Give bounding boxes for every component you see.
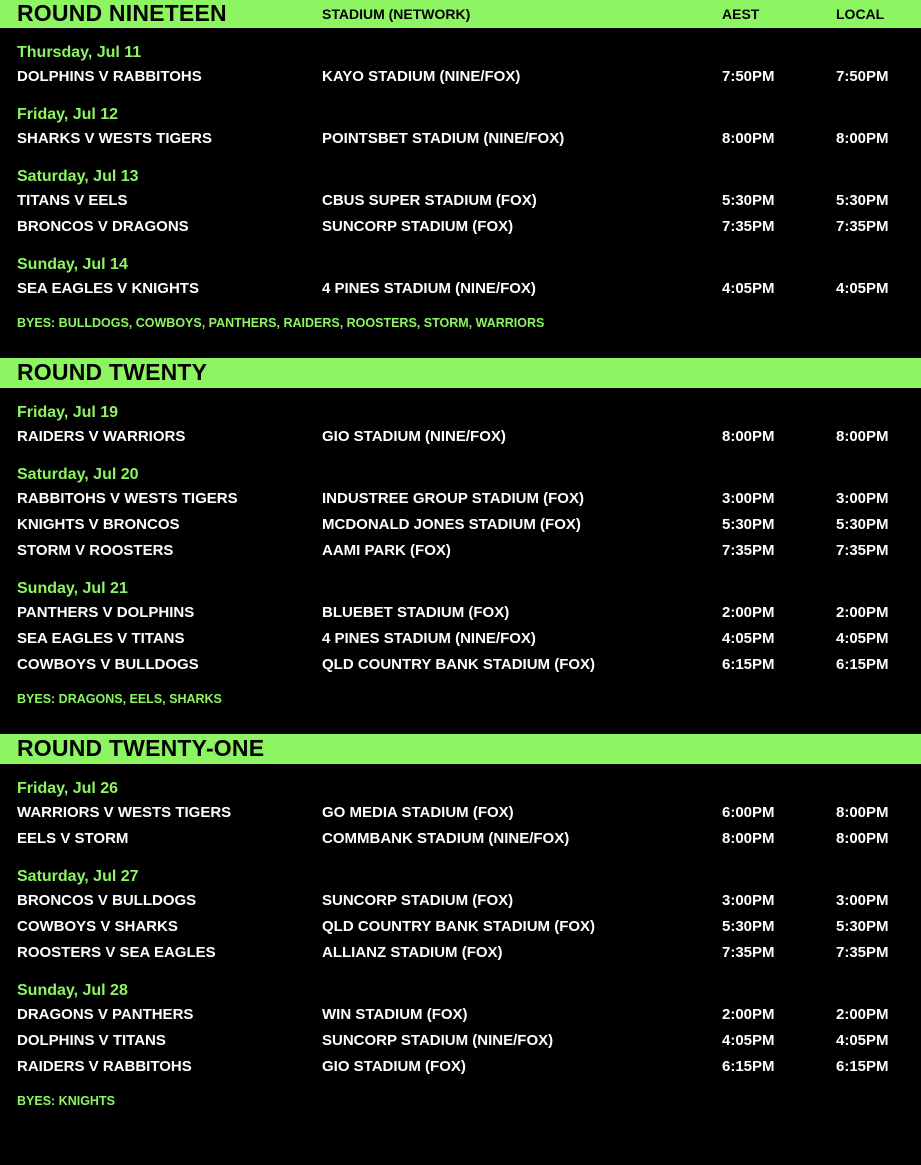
match-stadium: COMMBANK STADIUM (NINE/FOX) [322,830,570,847]
match-teams: SEA EAGLES V KNIGHTS [17,280,199,297]
round-section [0,734,921,1112]
match-teams: RAIDERS V WARRIORS [17,428,186,445]
day-label: Saturday, Jul 20 [17,466,139,483]
day-label: Sunday, Jul 28 [17,982,128,999]
round-section [0,0,921,334]
match-local-time: 2:00PM [836,604,889,621]
match-local-time: 6:15PM [836,656,889,673]
match-stadium: AAMI PARK (FOX) [322,542,451,559]
day-label: Friday, Jul 12 [17,106,119,123]
match-row [0,626,921,652]
day-label: Saturday, Jul 27 [17,868,139,885]
match-teams: RABBITOHS V WESTS TIGERS [17,490,238,507]
match-row [0,512,921,538]
match-aest-time: 8:00PM [722,428,775,445]
match-aest-time: 5:30PM [722,516,775,533]
byes-note: BYES: BULLDOGS, COWBOYS, PANTHERS, RAIDERS, ROOSTERS, STORM, WARRIORS [17,316,545,330]
match-teams: BRONCOS V DRAGONS [17,218,189,235]
match-row [0,188,921,214]
match-row [0,126,921,152]
match-local-time: 5:30PM [836,516,889,533]
match-aest-time: 5:30PM [722,918,775,935]
match-teams: BRONCOS V BULLDOGS [17,892,197,909]
match-aest-time: 3:00PM [722,490,775,507]
match-teams: PANTHERS V DOLPHINS [17,604,195,621]
match-stadium: KAYO STADIUM (NINE/FOX) [322,68,521,85]
match-local-time: 8:00PM [836,804,889,821]
match-stadium: GO MEDIA STADIUM (FOX) [322,804,514,821]
round-header [0,734,921,764]
match-aest-time: 6:15PM [722,656,775,673]
match-row [0,826,921,852]
match-row [0,424,921,450]
match-teams: WARRIORS V WESTS TIGERS [17,804,232,821]
match-row [0,538,921,564]
match-teams: RAIDERS V RABBITOHS [17,1058,192,1075]
match-aest-time: 4:05PM [722,280,775,297]
match-aest-time: 8:00PM [722,130,775,147]
local-column-header: LOCAL [836,6,885,22]
match-local-time: 6:15PM [836,1058,889,1075]
day-label: Friday, Jul 26 [17,780,119,797]
match-local-time: 7:35PM [836,218,889,235]
match-local-time: 3:00PM [836,892,889,909]
match-row [0,1054,921,1080]
day-group [0,42,921,90]
match-teams: SEA EAGLES V TITANS [17,630,185,647]
match-aest-time: 6:15PM [722,1058,775,1075]
match-aest-time: 4:05PM [722,630,775,647]
match-row [0,1028,921,1054]
match-aest-time: 7:35PM [722,218,775,235]
match-row [0,940,921,966]
round-title: ROUND TWENTY [17,359,208,385]
match-aest-time: 7:50PM [722,68,775,85]
match-stadium: BLUEBET STADIUM (FOX) [322,604,510,621]
match-local-time: 7:35PM [836,944,889,961]
match-local-time: 3:00PM [836,490,889,507]
match-aest-time: 5:30PM [722,192,775,209]
match-aest-time: 6:00PM [722,804,775,821]
round-spacer [0,710,921,734]
day-group [0,578,921,678]
match-teams: STORM V ROOSTERS [17,542,174,559]
day-label: Saturday, Jul 13 [17,168,139,185]
match-local-time: 8:00PM [836,130,889,147]
day-group [0,778,921,852]
match-row [0,276,921,302]
match-aest-time: 2:00PM [722,1006,775,1023]
match-stadium: QLD COUNTRY BANK STADIUM (FOX) [322,918,596,935]
match-stadium: QLD COUNTRY BANK STADIUM (FOX) [322,656,596,673]
byes-note: BYES: KNIGHTS [17,1094,115,1108]
match-stadium: 4 PINES STADIUM (NINE/FOX) [322,280,536,297]
round-spacer [0,334,921,358]
match-row [0,652,921,678]
match-row [0,600,921,626]
match-teams: COWBOYS V SHARKS [17,918,178,935]
match-stadium: GIO STADIUM (FOX) [322,1058,466,1075]
match-teams: DOLPHINS V TITANS [17,1032,166,1049]
match-stadium: SUNCORP STADIUM (FOX) [322,218,514,235]
match-teams: DRAGONS V PANTHERS [17,1006,194,1023]
match-row [0,800,921,826]
match-stadium: SUNCORP STADIUM (NINE/FOX) [322,1032,554,1049]
match-aest-time: 7:35PM [722,542,775,559]
match-aest-time: 7:35PM [722,944,775,961]
match-local-time: 4:05PM [836,280,889,297]
match-local-time: 5:30PM [836,918,889,935]
match-aest-time: 4:05PM [722,1032,775,1049]
match-teams: DOLPHINS V RABBITOHS [17,68,202,85]
day-group [0,254,921,302]
day-label: Friday, Jul 19 [17,404,119,421]
day-group [0,402,921,450]
day-group [0,464,921,564]
match-local-time: 4:05PM [836,1032,889,1049]
match-local-time: 8:00PM [836,830,889,847]
stadium-column-header: STADIUM (NETWORK) [322,6,471,22]
day-label: Sunday, Jul 14 [17,256,128,273]
round-section [0,358,921,710]
match-stadium: WIN STADIUM (FOX) [322,1006,468,1023]
round-title: ROUND TWENTY-ONE [17,735,265,761]
day-group [0,980,921,1080]
match-aest-time: 8:00PM [722,830,775,847]
match-local-time: 5:30PM [836,192,889,209]
match-stadium: INDUSTREE GROUP STADIUM (FOX) [322,490,584,507]
match-local-time: 8:00PM [836,428,889,445]
match-aest-time: 2:00PM [722,604,775,621]
match-stadium: 4 PINES STADIUM (NINE/FOX) [322,630,536,647]
match-stadium: ALLIANZ STADIUM (FOX) [322,944,503,961]
day-group [0,866,921,966]
day-group [0,166,921,240]
day-group [0,104,921,152]
match-local-time: 2:00PM [836,1006,889,1023]
aest-column-header: AEST [722,6,760,22]
match-local-time: 7:50PM [836,68,889,85]
round-header [0,358,921,388]
match-teams: EELS V STORM [17,830,129,847]
match-teams: TITANS V EELS [17,192,128,209]
match-teams: COWBOYS V BULLDOGS [17,656,199,673]
match-row [0,486,921,512]
match-stadium: MCDONALD JONES STADIUM (FOX) [322,516,581,533]
match-row [0,914,921,940]
day-label: Sunday, Jul 21 [17,580,128,597]
match-row [0,1002,921,1028]
round-title: ROUND NINETEEN [17,0,227,26]
match-stadium: POINTSBET STADIUM (NINE/FOX) [322,130,565,147]
day-label: Thursday, Jul 11 [17,44,142,61]
match-stadium: SUNCORP STADIUM (FOX) [322,892,514,909]
match-stadium: CBUS SUPER STADIUM (FOX) [322,192,537,209]
match-row [0,888,921,914]
match-row [0,214,921,240]
match-stadium: GIO STADIUM (NINE/FOX) [322,428,506,445]
match-local-time: 7:35PM [836,542,889,559]
byes-note: BYES: DRAGONS, EELS, SHARKS [17,692,222,706]
match-local-time: 4:05PM [836,630,889,647]
match-aest-time: 3:00PM [722,892,775,909]
match-teams: ROOSTERS V SEA EAGLES [17,944,216,961]
match-row [0,64,921,90]
match-teams: SHARKS V WESTS TIGERS [17,130,213,147]
match-teams: KNIGHTS V BRONCOS [17,516,180,533]
round-header [0,0,921,28]
